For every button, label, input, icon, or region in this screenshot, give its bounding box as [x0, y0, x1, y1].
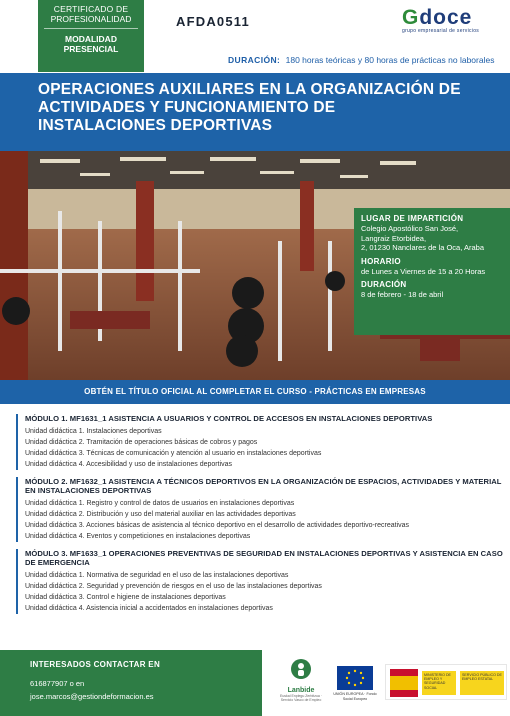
unit-item: Unidad didáctica 3. Acciones básicas de asistencia al técnico deportivo en el desarrollo de actividades deportivo-recreativas — [25, 522, 410, 529]
course-title — [38, 81, 510, 135]
modules-list — [16, 414, 504, 621]
unit-item: Unidad didáctica 4. Eventos y competiciones en instalaciones deportivas — [25, 533, 251, 540]
certificate-badge — [38, 0, 144, 72]
eu-logo — [333, 666, 377, 701]
location-line-2: Langraiz Etorbidea, — [361, 233, 427, 243]
location-heading: LUGAR DE IMPARTICIÓN — [361, 214, 464, 223]
lanbide-icon — [290, 658, 312, 680]
title-band — [0, 73, 510, 151]
unit-item: Unidad didáctica 2. Tramitación de operaciones básicas de cobros y pagos — [25, 439, 258, 446]
unit-item: Unidad didáctica 1. Instalaciones deportivas — [25, 428, 162, 435]
footer — [0, 650, 510, 716]
module-2 — [16, 477, 504, 542]
lanbide-logo — [277, 658, 325, 702]
schedule-heading: HORARIO — [361, 256, 401, 266]
unit-item: Unidad didáctica 2. Seguridad y prevención de riesgos en el uso de las instalaciones deportivas — [25, 583, 322, 590]
tagline-banner: OBTÉN EL TÍTULO OFICIAL AL COMPLETAR EL CURSO - PRÁCTICAS EN EMPRESAS — [0, 380, 510, 404]
duration-label: DURACIÓN: — [228, 55, 281, 65]
duration-text: 180 horas teóricas y 80 horas de prácticas no laborales — [285, 55, 495, 65]
unit-item: Unidad didáctica 3. Control e higiene de instalaciones deportivas — [25, 594, 226, 601]
gdoce-logo — [402, 8, 498, 34]
location-line-3: 2, 01230 Nanclares de la Oca, Araba — [361, 243, 484, 252]
sepe-label: SERVICIO PÚBLICO DE EMPLEO ESTATAL — [460, 671, 504, 695]
cert-line-2: PROFESIONALIDAD — [44, 14, 138, 29]
module-title: MÓDULO 3. MF1633_1 OPERACIONES PREVENTIVAS DE SEGURIDAD EN INSTALACIONES DEPORTIVAS Y ASISTENCIA EN CASO DE EMERGENCIA — [25, 549, 503, 567]
contact-phone: 616877907 o en — [30, 679, 85, 688]
government-logo — [385, 664, 507, 700]
logo-word: doce — [419, 6, 473, 29]
logo-g: G — [402, 6, 420, 29]
info-panel — [354, 208, 510, 335]
unit-item: Unidad didáctica 3. Técnicas de comunicación y atención al usuario en instalaciones deportivas — [25, 450, 322, 457]
course-code: AFDA0511 — [176, 14, 250, 29]
unit-item: Unidad didáctica 4. Asistencia inicial a accidentados en instalaciones deportivas — [25, 605, 273, 612]
unit-item: Unidad didáctica 1. Registro y control de datos de usuarios en instalaciones deportivas — [25, 500, 295, 507]
duration-line — [228, 55, 494, 65]
module-title: MÓDULO 1. MF1631_1 ASISTENCIA A USUARIOS Y CONTROL DE ACCESOS EN INSTALACIONES DEPORTIVAS — [25, 414, 433, 423]
spain-flag-stripe — [390, 676, 418, 690]
unit-item: Unidad didáctica 1. Normativa de seguridad en el uso de las instalaciones deportivas — [25, 572, 289, 579]
unit-item: Unidad didáctica 2. Distribución y uso del material auxiliar en las actividades deportivas — [25, 511, 296, 518]
location-text — [361, 224, 510, 253]
title-line-3: INSTALACIONES DEPORTIVAS — [38, 117, 273, 134]
mode-line-2: PRESENCIAL — [63, 44, 119, 54]
unit-item: Unidad didáctica 4. Accesibilidad y uso de instalaciones deportivas — [25, 461, 233, 468]
module-3 — [16, 549, 504, 614]
dates-heading: DURACIÓN — [361, 280, 407, 289]
lanbide-subtitle: Euskal Enplegu Zerbitzua · Servicio Vasco de Empleo — [279, 694, 323, 702]
logo-subtitle: grupo empresarial de servicios — [402, 28, 480, 34]
eu-caption: UNIÓN EUROPEA · Fondo Social Europeo — [333, 692, 377, 701]
title-line-1: OPERACIONES AUXILIARES EN LA ORGANIZACIÓN DE — [38, 81, 461, 98]
location-line-1: Colegio Apostólico San José, — [361, 224, 459, 233]
eu-stars-icon — [337, 666, 373, 690]
contact-panel — [0, 650, 262, 716]
contact-email[interactable]: jose.marcos@gestiondeformacion.es — [30, 692, 154, 701]
lanbide-name: Lanbide — [287, 687, 315, 694]
module-1 — [16, 414, 504, 470]
contact-heading: INTERESADOS CONTACTAR EN — [30, 660, 161, 669]
cert-line-1: CERTIFICADO DE — [53, 4, 129, 14]
dates-text: 8 de febrero - 18 de abril — [361, 290, 444, 299]
eu-flag-icon — [337, 666, 373, 690]
mode-line-1: MODALIDAD — [65, 34, 117, 44]
module-title: MÓDULO 2. MF1632_1 ASISTENCIA A TÉCNICOS DEPORTIVOS EN LA ORGANIZACIÓN DE ESPACIOS, ACTIVIDADES Y MATERIAL EN INSTALACIONES DEPORTIVAS — [25, 477, 502, 495]
schedule-text: de Lunes a Viernes de 15 a 20 Horas — [361, 266, 486, 276]
title-line-2: ACTIVIDADES Y FUNCIONAMIENTO DE — [38, 99, 336, 116]
ministry-label: MINISTERIO DE EMPLEO Y SEGURIDAD SOCIAL — [422, 671, 456, 695]
